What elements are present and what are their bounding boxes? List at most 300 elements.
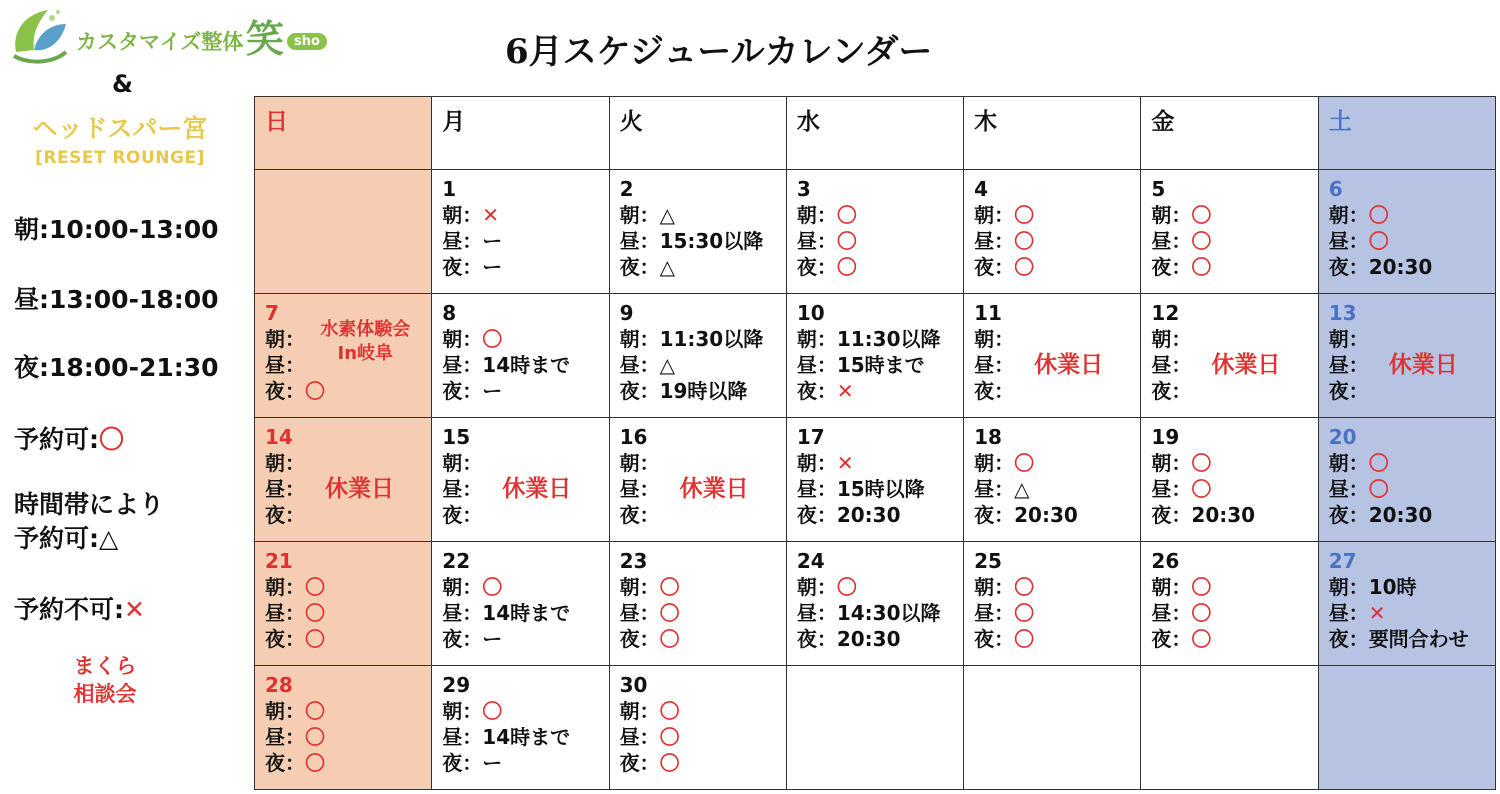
time-slot: [974, 574, 1136, 600]
slot-label: 夜：: [442, 751, 483, 775]
time-slot: [974, 202, 1136, 228]
slot-label: 夜：: [796, 503, 837, 527]
slot-label: 夜：: [1328, 627, 1369, 651]
time-slot: [265, 698, 427, 724]
day-content: [1329, 424, 1491, 528]
legend-partial: [14, 488, 164, 556]
time-slot: [797, 228, 959, 254]
slot-label: 昼：: [442, 601, 483, 625]
time-slot: [442, 254, 604, 280]
slot-value: ー: [482, 229, 503, 253]
slot-value: 〇: [836, 255, 857, 279]
day-cell: [964, 170, 1141, 294]
day-cell: [964, 294, 1141, 418]
slot-label: 朝：: [1151, 327, 1192, 351]
slot-label: 朝：: [265, 575, 305, 599]
slot-value: △: [659, 255, 675, 279]
time-slot: [1151, 450, 1313, 476]
pillow-line1: まくら: [73, 654, 137, 678]
slot-value: ✕: [836, 379, 854, 403]
day-content: [1329, 548, 1491, 652]
slot-value: 〇: [1368, 203, 1389, 227]
day-number: 10: [796, 301, 825, 325]
time-slot: [797, 502, 959, 528]
time-slot: [974, 626, 1136, 652]
day-number: 28: [265, 673, 293, 697]
slot-value: 11:30以降: [659, 327, 764, 351]
slot-label: 昼：: [974, 353, 1015, 377]
slot-value: 〇: [1014, 255, 1035, 279]
day-content: [797, 424, 959, 528]
day-number: 25: [974, 549, 1002, 573]
slot-value: 19時以降: [659, 379, 748, 403]
weekday-header: [609, 97, 786, 170]
slot-label: 朝：: [796, 451, 837, 475]
slot-label: 昼：: [1151, 477, 1192, 501]
slot-label: 朝：: [265, 451, 305, 475]
slot-value: 20:30: [1368, 503, 1433, 527]
time-slot: [265, 574, 427, 600]
slot-label: 朝：: [442, 699, 483, 723]
day-cell: [432, 170, 609, 294]
day-number: 29: [442, 673, 471, 697]
day-cell: [609, 294, 786, 418]
legend-partial-line2: 予約可:△: [14, 524, 119, 553]
time-slot: [620, 502, 782, 528]
day-number: 8: [442, 301, 457, 325]
slot-value: ー: [482, 627, 503, 651]
slot-value: 〇: [659, 699, 680, 723]
time-slot: [797, 254, 959, 280]
slot-label: 昼：: [796, 353, 837, 377]
time-slot: [797, 450, 959, 476]
day-number: 11: [974, 301, 1002, 325]
time-slot: [1151, 228, 1313, 254]
slot-value: ✕: [1368, 601, 1386, 625]
day-cell: [255, 418, 432, 542]
day-content: [1151, 176, 1313, 280]
slot-value: 〇: [1014, 229, 1035, 253]
day-cell: [964, 542, 1141, 666]
day-cell: [1141, 542, 1318, 666]
day-content: [620, 176, 782, 280]
time-slot: [797, 378, 959, 404]
slot-label: 昼：: [1328, 601, 1369, 625]
day-cell: [786, 542, 963, 666]
day-number: 16: [619, 425, 648, 449]
event-label: [305, 318, 425, 366]
slot-label: 朝：: [619, 451, 660, 475]
calendar-week: [255, 542, 1496, 666]
weekday-header: [786, 97, 963, 170]
slot-value: 〇: [1368, 451, 1389, 475]
slot-label: 昼：: [796, 477, 837, 501]
legend-available-label: 予約可:: [14, 425, 99, 454]
time-slot: [1151, 202, 1313, 228]
legend-unavailable-label: 予約不可:: [14, 595, 124, 624]
legend-available: [14, 420, 124, 456]
time-slot: [442, 626, 604, 652]
day-number: 15: [442, 425, 471, 449]
closed-day-label: 休業日: [325, 476, 394, 502]
day-cell: [1318, 170, 1495, 294]
time-slot: [974, 228, 1136, 254]
day-number: 27: [1328, 549, 1357, 573]
slot-label: 昼：: [1151, 229, 1192, 253]
day-number: 22: [442, 549, 471, 573]
time-slot: [797, 352, 959, 378]
slot-value: 〇: [1014, 451, 1035, 475]
slot-label: 昼：: [442, 725, 483, 749]
slot-value: 〇: [836, 203, 857, 227]
empty-day-cell: [964, 666, 1141, 790]
slot-value: 14時まで: [482, 601, 571, 625]
weekday-label: 月: [442, 109, 466, 135]
time-slot: [442, 724, 604, 750]
calendar-week: [255, 294, 1496, 418]
day-cell: [786, 294, 963, 418]
time-slot: [442, 378, 604, 404]
day-content: [974, 548, 1136, 652]
schedule-calendar: [254, 96, 1496, 790]
slot-value: △: [1014, 477, 1030, 501]
weekday-header: [1318, 97, 1495, 170]
hours-morning: 朝:10:00-13:00: [14, 215, 219, 244]
day-content: [265, 672, 427, 776]
time-slot: [265, 502, 427, 528]
slot-value: 〇: [1191, 229, 1212, 253]
closed-day-label: 休業日: [1211, 352, 1281, 378]
time-slot: [974, 600, 1136, 626]
day-cell: [1318, 418, 1495, 542]
day-number: 19: [1151, 425, 1180, 449]
slot-label: 昼：: [796, 601, 837, 625]
logo-kanji: 笑: [246, 16, 285, 61]
time-slot: [974, 502, 1136, 528]
slot-label: 夜：: [974, 627, 1015, 651]
slot-label: 夜：: [265, 379, 305, 403]
slot-label: 昼：: [442, 353, 483, 377]
pillow-line2: 相談会: [73, 682, 137, 706]
time-slot: [620, 750, 782, 776]
weekday-label: 土: [1328, 109, 1352, 135]
slot-value: 〇: [305, 379, 325, 403]
slot-value: 〇: [1191, 575, 1212, 599]
cross-icon: ✕: [124, 595, 145, 624]
slot-value: 〇: [1014, 601, 1035, 625]
time-slot: [620, 254, 782, 280]
pillow-consultation: [40, 652, 170, 708]
day-cell: [786, 170, 963, 294]
slot-label: 朝：: [442, 203, 483, 227]
slot-value: 15:30以降: [659, 229, 764, 253]
time-slot: [797, 626, 959, 652]
slot-label: 朝：: [796, 575, 837, 599]
slot-label: 朝：: [1328, 203, 1369, 227]
time-slot: [265, 378, 427, 404]
slot-value: 〇: [1191, 203, 1212, 227]
slot-label: 昼：: [265, 353, 305, 377]
day-number: 13: [1328, 301, 1357, 325]
day-cell: [255, 666, 432, 790]
day-content: [442, 672, 604, 776]
slot-value: 〇: [1014, 575, 1035, 599]
ampersand: &: [112, 70, 133, 98]
slot-label: 夜：: [619, 255, 660, 279]
day-number: 26: [1151, 549, 1180, 573]
day-content: [442, 548, 604, 652]
empty-day-cell: [1141, 666, 1318, 790]
time-slot: [797, 574, 959, 600]
time-slot: [797, 326, 959, 352]
time-slot: [620, 574, 782, 600]
slot-label: 夜：: [265, 627, 305, 651]
time-slot: [265, 600, 427, 626]
day-number: 14: [265, 425, 293, 449]
slot-value: 〇: [836, 229, 857, 253]
slot-value: 〇: [1014, 203, 1035, 227]
headspa-brand-sub: [RESET ROUNGE]: [35, 148, 205, 168]
slot-label: 昼：: [265, 601, 305, 625]
slot-label: 夜：: [1328, 379, 1369, 403]
day-number: 23: [619, 549, 648, 573]
weekday-header: [964, 97, 1141, 170]
day-content: [797, 548, 959, 652]
logo: [8, 4, 318, 68]
slot-label: 昼：: [442, 229, 483, 253]
slot-label: 昼：: [1328, 229, 1369, 253]
slot-label: 夜：: [442, 255, 483, 279]
day-number: 21: [265, 549, 293, 573]
day-number: 6: [1328, 177, 1343, 201]
time-slot: [1151, 574, 1313, 600]
day-cell: [786, 418, 963, 542]
day-number: 18: [974, 425, 1002, 449]
time-slot: [442, 750, 604, 776]
day-number: 17: [796, 425, 825, 449]
day-content: [1151, 424, 1313, 528]
slot-value: 〇: [1191, 627, 1212, 651]
slot-label: 朝：: [1328, 327, 1369, 351]
day-cell: [609, 170, 786, 294]
time-slot: [442, 326, 604, 352]
slot-label: 昼：: [1151, 353, 1192, 377]
slot-value: 20:30: [1191, 503, 1256, 527]
weekday-label: 水: [796, 109, 820, 135]
day-cell: [609, 542, 786, 666]
slot-label: 昼：: [1328, 353, 1369, 377]
slot-label: 夜：: [442, 503, 483, 527]
slot-value: 15時まで: [836, 353, 925, 377]
day-cell: [609, 666, 786, 790]
slot-value: 14:30以降: [836, 601, 941, 625]
slot-label: 夜：: [974, 255, 1015, 279]
slot-label: 夜：: [619, 627, 660, 651]
day-content: [797, 176, 959, 280]
slot-value: 20:30: [836, 503, 901, 527]
closed-day-label: 休業日: [1034, 352, 1104, 378]
time-slot: [1151, 254, 1313, 280]
slot-value: 〇: [659, 601, 680, 625]
time-slot: [620, 600, 782, 626]
time-slot: [1151, 502, 1313, 528]
slot-label: 朝：: [1151, 451, 1192, 475]
circle-icon: 〇: [99, 425, 125, 454]
slot-label: 夜：: [265, 751, 305, 775]
event-line: In岐阜: [337, 343, 394, 364]
slot-value: 〇: [1368, 477, 1389, 501]
slot-value: 〇: [482, 575, 503, 599]
slot-label: 朝：: [974, 451, 1015, 475]
slot-value: 10時: [1368, 575, 1417, 599]
slot-label: 夜：: [619, 379, 660, 403]
time-slot: [442, 600, 604, 626]
weekday-header: [432, 97, 609, 170]
time-slot: [1329, 254, 1491, 280]
slot-value: 〇: [659, 627, 680, 651]
time-slot: [974, 450, 1136, 476]
hours-noon: 昼:13:00-18:00: [14, 285, 219, 314]
slot-label: 昼：: [442, 477, 483, 501]
slot-label: 夜：: [974, 379, 1015, 403]
slot-label: 朝：: [796, 203, 837, 227]
slot-label: 朝：: [974, 203, 1015, 227]
slot-label: 朝：: [265, 699, 305, 723]
day-number: 1: [442, 177, 457, 201]
time-slot: [1329, 600, 1491, 626]
day-number: 5: [1151, 177, 1166, 201]
closed-day-label: 休業日: [502, 476, 572, 502]
day-number: 4: [974, 177, 989, 201]
day-content: [620, 300, 782, 404]
time-slot: [1329, 502, 1491, 528]
calendar-week: [255, 666, 1496, 790]
page-title: 6月スケジュールカレンダー: [505, 32, 933, 72]
slot-value: 〇: [1191, 477, 1212, 501]
slot-value: 20:30: [836, 627, 901, 651]
day-cell: [255, 542, 432, 666]
time-slot: [620, 626, 782, 652]
slot-label: 朝：: [619, 203, 660, 227]
slot-value: ー: [482, 379, 503, 403]
slot-value: 14時まで: [482, 353, 571, 377]
legend-unavailable: [14, 590, 145, 626]
slot-label: 昼：: [619, 477, 660, 501]
slot-value: 〇: [305, 751, 325, 775]
weekday-label: 金: [1151, 109, 1175, 135]
time-slot: [620, 326, 782, 352]
slot-label: 夜：: [796, 627, 837, 651]
slot-value: ー: [482, 255, 503, 279]
empty-day-cell: [786, 666, 963, 790]
day-number: 7: [265, 301, 279, 325]
slot-value: 15時以降: [836, 477, 925, 501]
slot-label: 夜：: [1151, 255, 1192, 279]
day-number: 2: [619, 177, 634, 201]
slot-value: 14時まで: [482, 725, 571, 749]
day-number: 20: [1328, 425, 1357, 449]
slot-label: 朝：: [619, 699, 660, 723]
slot-label: 夜：: [796, 379, 837, 403]
slot-label: 朝：: [619, 575, 660, 599]
day-number: 12: [1151, 301, 1180, 325]
slot-value: 〇: [305, 601, 325, 625]
slot-label: 夜：: [265, 503, 305, 527]
slot-value: 〇: [482, 699, 503, 723]
day-cell: [255, 294, 432, 418]
time-slot: [797, 202, 959, 228]
day-cell: [1141, 418, 1318, 542]
time-slot: [442, 698, 604, 724]
slot-label: 夜：: [796, 255, 837, 279]
slot-value: ✕: [482, 203, 500, 227]
empty-day-cell: [255, 170, 432, 294]
weekday-label: 火: [619, 109, 643, 135]
slot-label: 朝：: [1328, 451, 1369, 475]
time-slot: [442, 352, 604, 378]
slot-value: 〇: [1191, 255, 1212, 279]
event-line: 水素体験会: [320, 319, 411, 340]
slot-label: 昼：: [974, 477, 1015, 501]
weekday-header: [255, 97, 432, 170]
time-slot: [620, 202, 782, 228]
time-slot: [1151, 626, 1313, 652]
slot-value: 〇: [1014, 627, 1035, 651]
legend-partial-line1: 時間帯により: [14, 490, 165, 519]
slot-label: 昼：: [619, 229, 660, 253]
slot-value: 〇: [659, 751, 680, 775]
day-cell: [1318, 542, 1495, 666]
empty-day-cell: [1318, 666, 1495, 790]
day-content: [1151, 548, 1313, 652]
slot-label: 朝：: [1328, 575, 1369, 599]
slot-label: 夜：: [442, 379, 483, 403]
slot-value: 〇: [1191, 601, 1212, 625]
slot-label: 昼：: [1328, 477, 1369, 501]
time-slot: [620, 698, 782, 724]
time-slot: [442, 228, 604, 254]
slot-label: 朝：: [1151, 575, 1192, 599]
time-slot: [974, 378, 1136, 404]
slot-value: 〇: [305, 575, 325, 599]
time-slot: [620, 724, 782, 750]
slot-label: 朝：: [796, 327, 837, 351]
leaf-logo-icon: [8, 4, 70, 66]
slot-value: 〇: [482, 327, 503, 351]
slot-label: 夜：: [1151, 627, 1192, 651]
day-cell: [964, 418, 1141, 542]
time-slot: [1329, 378, 1491, 404]
time-slot: [1329, 476, 1491, 502]
hours-night: 夜:18:00-21:30: [14, 353, 219, 382]
slot-value: △: [659, 203, 675, 227]
closed-day-label: 休業日: [1388, 352, 1458, 378]
day-content: [620, 672, 782, 776]
headspa-brand: ヘッドスパー宮: [32, 114, 208, 143]
slot-label: 昼：: [265, 477, 305, 501]
slot-value: 〇: [1191, 451, 1212, 475]
slot-label: 夜：: [1151, 503, 1192, 527]
time-slot: [1329, 202, 1491, 228]
slot-label: 夜：: [1328, 503, 1369, 527]
slot-value: 〇: [305, 627, 325, 651]
time-slot: [442, 502, 604, 528]
day-cell: [1141, 294, 1318, 418]
day-cell: [432, 418, 609, 542]
slot-value: 〇: [305, 725, 325, 749]
slot-value: 〇: [659, 725, 680, 749]
slot-value: 要問合わせ: [1368, 627, 1469, 651]
